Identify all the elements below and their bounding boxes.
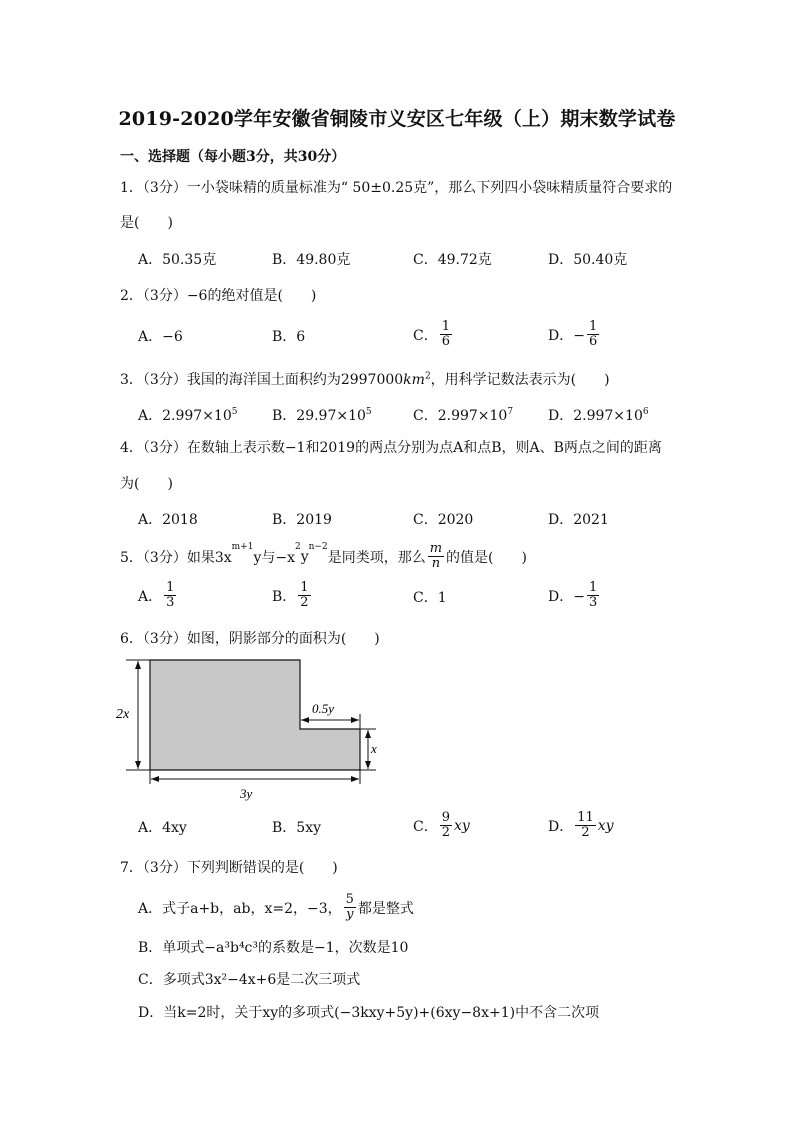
exponent: 2 [424,371,431,382]
option-text: B．29.97×10 [272,408,366,424]
option-b: B．49.80克 [272,252,351,268]
denominator: y [346,907,354,922]
numerator: 9 [441,810,450,825]
question-5-options [138,581,698,611]
fraction [440,320,452,349]
option-suffix: xy [454,817,470,834]
arrowhead [365,730,371,738]
option-prefix: D． [548,818,574,835]
option-prefix: D．− [548,327,585,344]
numerator: 11 [577,810,594,825]
fraction [587,581,599,610]
arrowhead [365,761,371,769]
numerator: 1 [441,319,450,334]
exponent: 7 [507,407,514,417]
option-prefix: A． [138,588,163,605]
option-b: B．5xy [272,820,321,836]
fraction [587,320,599,349]
option-d: D．当k=2时，关于xy的多项式(−3kxy+5y)+(6xy−8x+1)中不含二次项 [138,1005,600,1021]
question-6-stem: 6．（3分）如图，阴影部分的面积为( ) [120,631,380,647]
question-2-options [138,320,698,350]
option-a [138,405,237,425]
option-text: A．式子a+b，ab，x=2，−3， [138,900,342,917]
label-top-step: 0.5y [312,701,335,716]
arrowhead [151,776,159,782]
stem-text: 3．（3分）我国的海洋国土面积约为2997000 [120,372,404,388]
numerator: m [429,541,443,556]
option-b: B．6 [272,329,306,345]
denominator: 2 [581,825,590,840]
option-a: A．−6 [138,329,183,345]
fraction [440,811,452,840]
option-prefix: C． [413,327,438,344]
arrowhead [351,717,359,723]
denominator: n [431,556,441,571]
denominator: 6 [441,334,450,349]
exponent: m+1 [231,542,254,552]
arrowhead [135,761,141,769]
fraction [164,581,176,610]
option-b: B．2019 [272,512,332,528]
shaded-area-figure [112,652,382,804]
question-1-stem-cont: 是( ) [120,215,173,231]
option-b [272,581,313,610]
stem-text: 是同类项，那么 [327,549,426,566]
option-b [272,405,372,425]
option-text: A．2.997×10 [138,408,232,424]
option-b: B．单项式−a³b⁴c³的系数是−1，次数是10 [138,940,409,956]
stem-text: 的值是( ) [446,549,527,566]
option-c: C．1 [413,590,447,606]
option-a: A．2018 [138,512,198,528]
option-d [548,811,614,840]
option-c [413,405,513,425]
arrowhead [301,717,309,723]
question-6-options [138,811,698,841]
question-5-stem [120,542,527,571]
fraction [298,581,310,610]
option-d [548,405,649,425]
question-2-stem: 2．（3分）−6的绝对值是( ) [120,288,317,304]
option-prefix: D．− [548,588,585,605]
exponent: 5 [231,407,238,417]
question-3-stem [120,369,610,389]
numerator: 1 [166,580,175,595]
option-d [548,581,601,610]
question-7-stem: 7．（3分）下列判断错误的是( ) [120,860,338,876]
question-4-stem-cont: 为( ) [120,476,173,492]
page-title: 2019-2020学年安徽省铜陵市义安区七年级（上）期末数学试卷 [118,108,676,130]
question-4-stem: 4．（3分）在数轴上表示数−1和2019的两点分别为点A和点B，则A、B两点之间的距离 [120,440,662,456]
stem-text: y [300,548,309,565]
denominator: 6 [588,334,598,349]
arrowhead [351,776,359,782]
option-text: 都是整式 [357,900,414,917]
option-d: D．50.40克 [548,252,628,268]
option-c [413,811,470,840]
option-a [138,581,178,610]
numerator: 1 [588,319,598,334]
numerator: 5 [345,892,354,907]
option-a: A．4xy [138,820,187,836]
option-a: A．50.35克 [138,252,217,268]
option-d [548,320,601,349]
arrowhead [135,661,141,669]
fraction [344,893,356,922]
label-bottom: 3y [240,786,253,801]
option-c: C．2020 [413,512,474,528]
option-a [138,893,414,922]
question-1-stem: 1．（3分）一小袋味精的质量标准为“ 50±0.25克”，那么下列四小袋味精质量符合要求的 [120,180,673,196]
option-prefix: B． [272,588,297,605]
fraction [428,542,444,571]
option-c: C．49.72克 [413,252,492,268]
option-prefix: C． [413,818,438,835]
option-text: C．2.997×10 [413,408,508,424]
exponent: 5 [365,407,372,417]
numerator: 1 [588,580,598,595]
label-right: x [371,741,377,756]
exponent: 2 [294,542,301,552]
unit: km [403,372,425,388]
stem-text: ，用科学记数法表示为( ) [430,372,610,388]
question-3-options [138,405,698,435]
label-left: 2x [116,707,130,722]
option-suffix: xy [597,817,614,834]
option-c: C．多项式3x²−4x+6是二次三项式 [138,972,361,988]
denominator: 3 [588,595,598,610]
denominator: 3 [166,595,175,610]
option-c [413,320,454,349]
numerator: 1 [300,580,309,595]
denominator: 2 [441,825,450,840]
option-text: D．2.997×10 [548,408,643,424]
exponent: n−2 [308,542,328,552]
stem-text: y与−x [253,549,295,566]
exponent: 6 [642,407,649,417]
question-1-options [138,249,698,279]
fraction [575,811,596,840]
option-d: D．2021 [548,512,609,528]
section-heading: 一、选择题（每小题3分，共30分） [120,149,346,165]
denominator: 2 [300,595,309,610]
question-4-options [138,509,698,539]
stem-text: 5．（3分）如果3x [120,549,232,566]
